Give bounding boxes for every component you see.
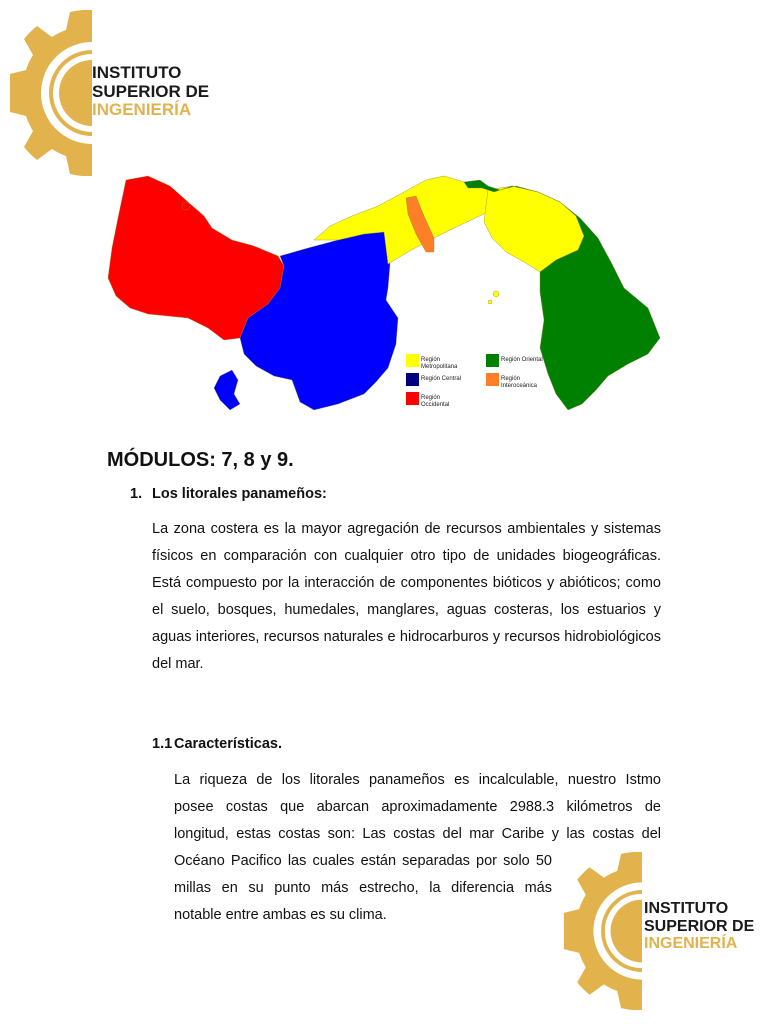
logo-line-1: INSTITUTO xyxy=(92,63,182,82)
logo-line-2: SUPERIOR DE xyxy=(92,81,210,101)
paragraph-line: La riqueza de los litorales panameños es incalculable, nuestro Istmo xyxy=(174,772,661,788)
island-2 xyxy=(488,300,492,304)
section-1-1-heading xyxy=(152,736,282,752)
institute-logo-bottom xyxy=(562,846,762,1016)
legend-metropolitana: Región Metropolitana xyxy=(406,354,469,371)
logo-line-3: INGENIERÍA xyxy=(92,100,192,120)
legend-swatch xyxy=(406,354,419,367)
paragraph-line: posee costas que abarcan aproximadamente 2988.3 kilómetros de xyxy=(174,799,661,815)
legend-swatch xyxy=(486,354,499,367)
paragraph-line: longitud, estas costas son: Las costas del mar Caribe y las costas del xyxy=(174,826,661,842)
region-central-island xyxy=(214,370,240,410)
section-number: 1.1 xyxy=(152,736,173,752)
paragraph-line: millas en su punto más estrecho, la diferencia más xyxy=(174,880,552,896)
island-3 xyxy=(182,202,190,210)
section-title: Características. xyxy=(174,736,283,752)
section-title: Los litorales panameños: xyxy=(152,486,327,502)
legend-swatch xyxy=(406,373,419,386)
section-1-heading xyxy=(130,486,327,502)
logo-line-2: SUPERIOR DE xyxy=(644,917,755,935)
map-legend xyxy=(406,354,606,414)
legend-interoceanica: Región Interoceánica xyxy=(486,373,549,390)
legend-swatch xyxy=(406,392,419,405)
paragraph-line: Océano Pacifico las cuales están separadas por solo 50 xyxy=(174,853,552,869)
section-number: 1. xyxy=(130,486,143,502)
legend-occidental: Región Occidental xyxy=(406,392,469,409)
paragraph-line: notable entre ambas es su clima. xyxy=(174,907,387,923)
legend-central: Región Central xyxy=(406,373,461,386)
island-1 xyxy=(493,291,499,297)
logo-line-3: INGENIERÍA xyxy=(644,935,738,953)
logo-line-1: INSTITUTO xyxy=(644,900,729,917)
legend-oriental: Región Oriental xyxy=(486,354,543,367)
page-title: MÓDULOS: 7, 8 y 9. xyxy=(107,449,294,471)
paragraph-litorales: La zona costera es la mayor agregación de recursos ambientales y sistemas físicos en comparación con cualquier otro tipo de unidades biogeográficas. Está compuesto por la interacción de componentes bióticos y abióticos; como el suelo, bosques, humedales, manglares, aguas costeras, los estuarios y aguas interiores, recursos naturales e hidrocarburos y recursos hidrobiológicos del mar. xyxy=(152,521,661,672)
legend-swatch xyxy=(486,373,499,386)
panama-regions-map xyxy=(108,168,668,418)
institute-logo xyxy=(8,8,218,178)
